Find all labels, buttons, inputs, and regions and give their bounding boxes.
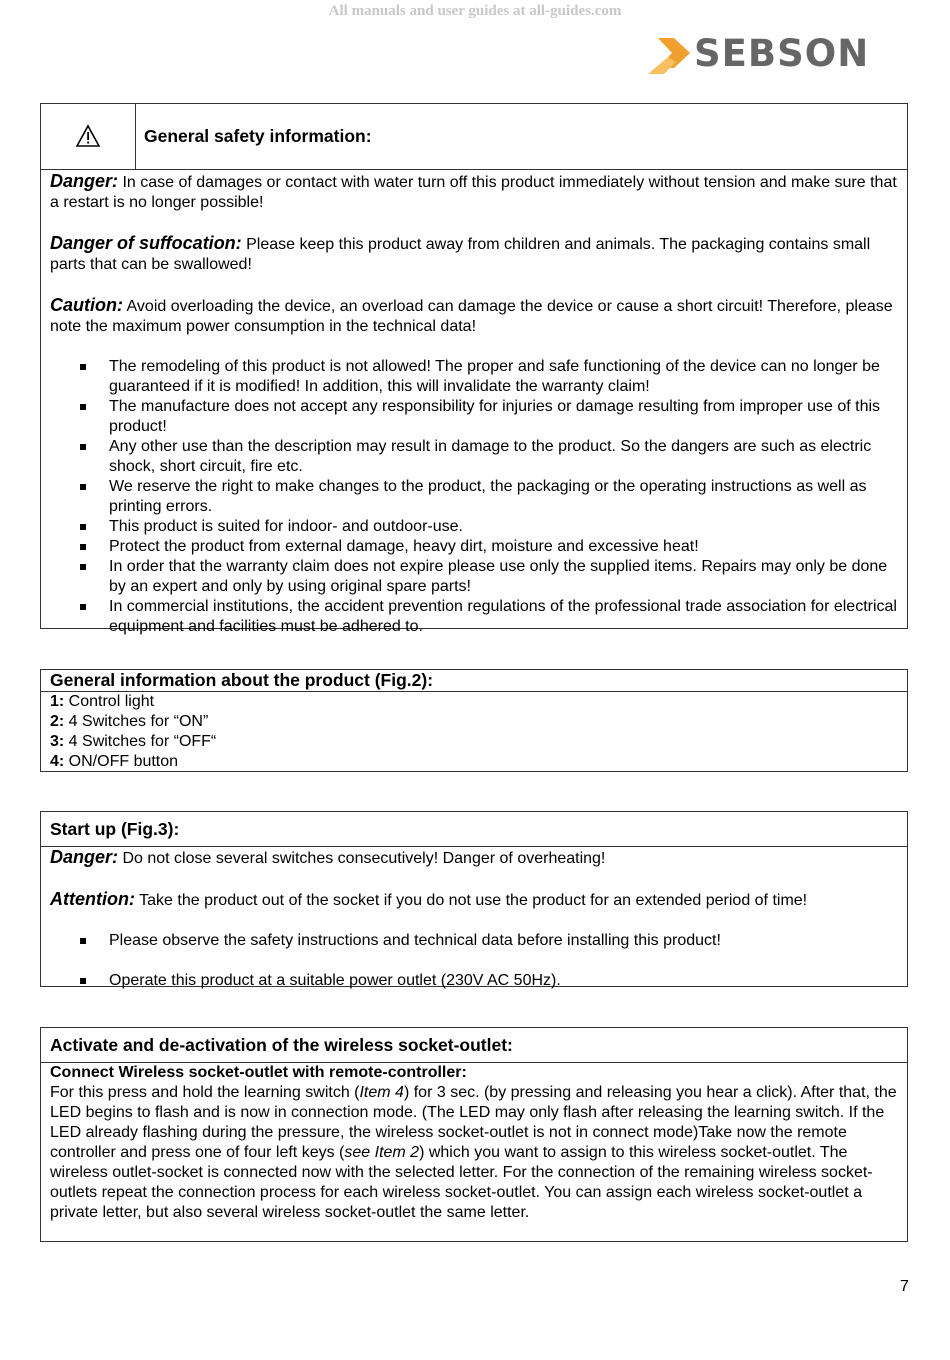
bullet-icon <box>80 364 86 370</box>
list-item: Protect the product from external damage, heavy dirt, moisture and excessive heat! <box>50 537 898 557</box>
activation-section <box>40 1027 908 1242</box>
warning-cell <box>41 104 136 169</box>
list-item: The manufacture does not accept any responsibility for injuries or damage resulting from improper use of this product! <box>50 397 898 437</box>
list-item: This product is suited for indoor- and outdoor-use. <box>50 517 898 537</box>
startup-header <box>41 812 907 847</box>
product-title: General information about the product (Fig.2): <box>50 670 434 690</box>
list-item: 4: ON/OFF button <box>50 753 179 770</box>
bullet-icon <box>80 564 86 570</box>
list-item: In order that the warranty claim does not expire please use only the supplied items. Repairs may only be done by an expert and only by using original spare parts! <box>50 557 898 597</box>
product-section <box>40 669 908 772</box>
caution-label: Caution: <box>50 295 123 315</box>
logo-text: SEBSON <box>694 32 870 75</box>
suffocation-text: Please keep this product away from children and animals. The packaging contains small parts that can be swallowed! <box>50 236 871 273</box>
safety-header <box>41 104 907 170</box>
bullet-icon <box>80 484 86 490</box>
chevron-logo-icon <box>648 36 692 76</box>
list-item: 3: 4 Switches for “OFF“ <box>50 733 217 750</box>
list-item: 1: Control light <box>50 693 155 710</box>
list-item: 2: 4 Switches for “ON” <box>50 713 209 730</box>
activation-title: Activate and de-activation of the wireless socket-outlet: <box>50 1035 513 1055</box>
watermark: All manuals and user guides at all-guides.com <box>328 3 622 19</box>
startup-title: Start up (Fig.3): <box>50 819 180 839</box>
suffocation-paragraph <box>50 233 898 275</box>
bullet-icon <box>80 404 86 410</box>
warning-triangle-icon <box>75 124 101 148</box>
bullet-icon <box>80 544 86 550</box>
danger-text: In case of damages or contact with water turn off this product immediately without tension and make sure that a restart is no longer possible! <box>50 174 897 211</box>
bullet-icon <box>80 938 86 944</box>
safety-section <box>40 103 908 635</box>
safety-bullet-list <box>50 357 898 637</box>
product-header <box>41 670 907 692</box>
list-item: Any other use than the description may result in damage to the product. So the dangers are such as electric shock, short circuit, fire etc. <box>50 437 898 477</box>
list-item: Please observe the safety instructions and technical data before installing this product! <box>50 931 898 951</box>
list-item: Operate this product at a suitable power outlet (230V AC 50Hz). <box>50 971 898 991</box>
sebson-logo <box>648 32 870 76</box>
page-number: 7 <box>900 1278 909 1295</box>
danger-label: Danger: <box>50 171 119 191</box>
bullet-icon <box>80 444 86 450</box>
caution-paragraph <box>50 295 898 337</box>
startup-section <box>40 811 908 987</box>
startup-danger-label: Danger: <box>50 847 119 867</box>
safety-title: General safety information: <box>144 126 372 146</box>
startup-bullet-list <box>50 931 898 991</box>
bullet-icon <box>80 524 86 530</box>
startup-danger-paragraph: Danger: Do not close several switches consecutively! Danger of overheating! <box>50 847 606 867</box>
activation-header <box>41 1028 907 1063</box>
product-content <box>41 692 907 772</box>
activation-paragraph: For this press and hold the learning switch (Item 4) for 3 sec. (by pressing and releasing you hear a click). After that, the LED begins to flash and is now in connection mode. (The LED may only flash after releasing the learning switch. If the LED already flashing during the pressure, the wireless socket-outlet is not in connect mode)Take now the remote controller and press one of four left keys (see Item 2) which you want to assign to this wireless socket-outlet. The wireless outlet-socket is connected now with the selected letter. For the connection of the remaining wireless socket-outlets repeat the connection process for each wireless socket-outlet. You can assign each wireless socket-outlet a private letter, but also several wireless socket-outlet the same letter. <box>50 1084 897 1221</box>
list-item: We reserve the right to make changes to the product, the packaging or the operating instructions as well as printing errors. <box>50 477 898 517</box>
activation-subtitle: Connect Wireless socket-outlet with remote-controller: <box>50 1064 467 1081</box>
safety-content <box>41 170 907 637</box>
list-item: The remodeling of this product is not allowed! The proper and safe functioning of the device can no longer be guaranteed if it is modified! In addition, this will invalidate the warranty claim! <box>50 357 898 397</box>
activation-content <box>41 1063 907 1223</box>
bullet-icon <box>80 604 86 610</box>
startup-content <box>41 847 907 991</box>
suffocation-label: Danger of suffocation: <box>50 233 242 253</box>
list-item: In commercial institutions, the accident prevention regulations of the professional trade association for electrical equipment and facilities must be adhered to. <box>50 597 898 637</box>
attention-paragraph: Attention: Take the product out of the socket if you do not use the product for an extended period of time! <box>50 889 808 909</box>
attention-label: Attention: <box>50 889 135 909</box>
bullet-icon <box>80 978 86 984</box>
caution-text: Avoid overloading the device, an overload can damage the device or cause a short circuit! Therefore, please note the maximum power consumption in the technical data! <box>50 298 893 335</box>
danger-paragraph <box>50 171 898 213</box>
